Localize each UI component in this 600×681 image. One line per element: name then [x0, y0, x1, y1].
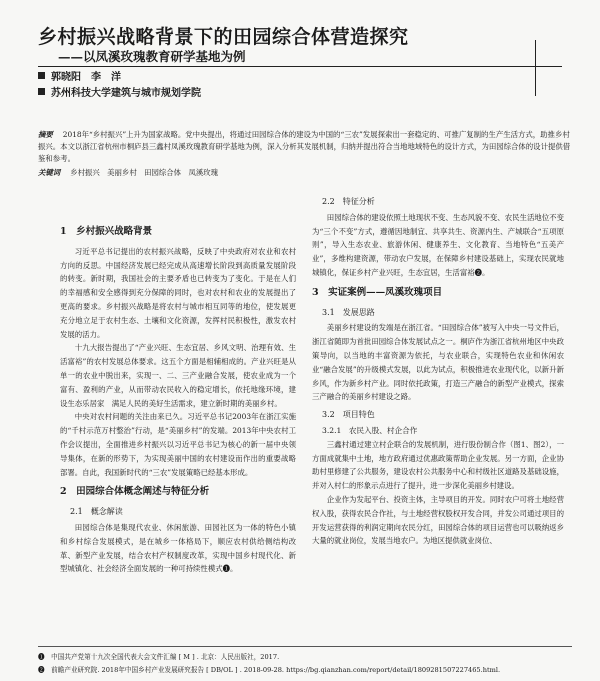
section-1-heading: 1 乡村振兴战略背景 — [60, 226, 153, 237]
footnote-2: ❷ 前瞻产业研究院. 2018年中国乡村产业发展研究报告 [ DB/OL ] . 2018-09-28. https://bg.qianzhan.com/report/detail/1809281507227465.html. — [38, 666, 501, 674]
abstract — [38, 129, 572, 165]
crosshair-horizontal — [510, 66, 562, 67]
affiliation-line — [38, 84, 201, 99]
section-3-1-paragraph: 美丽乡村建设的发端是在浙江省。“田园综合体”被写入中央一号文件后，浙江省随即为首批田园综合体发展试点之一。桐庐作为浙江省杭州地区中央政策导向，以当地的丰富资源为依托，与农业联合，实现特色农业和休闲农业“融合发展”的升级模式发展，以此为试点，积极推进农业现代化，以新升新乡风，作为新乡村产业。同时依托政策，打造三产融合的新型产业模式，探索三产融合的美丽乡村建设之路。 — [312, 323, 564, 402]
keywords-text: 乡村振兴 美丽乡村 田园综合体 凤溪玫瑰 — [70, 168, 219, 177]
crosshair-vertical — [535, 40, 536, 96]
section-2-2-heading: 2.2 特征分析 — [322, 197, 375, 206]
section-2-1-heading: 2.1 概念解读 — [70, 507, 123, 517]
section-1-paragraph: 习近平总书记提出的农村振兴战略，反映了中央政府对农业和农村方向的反思。中国经济发展已经完成从高速增长阶段到高质量发展阶段的转变。新时期，我国社会的主要矛盾也已转变为了变化。于是在人们的幸福感和安全感得到充分保障的同时，也对农村和农业的发展提出了更高的要求。乡村振兴战略是将农村与城市相互同等的地位，使发展更充分地立足于农村生态、土壤和文化资源，发挥村民积极性，激发农村发展的活力。 — [60, 246, 296, 339]
right-column — [312, 191, 564, 548]
section-3-2-heading: 3.2 项目特色 — [322, 410, 375, 420]
section-3-2-1-paragraph: 三鑫村通过建立村企联合的发展机制，进行股份制合作（图1、图2），一方面成就集中土地，地方政府通过优惠政策帮助企业发展。另一方面，企业协助村里修建了公共服务，建设农村公共服务中心和村级社区道路及基础设施，并对入村仁的形象示点进行了提升，进一步深化美丽乡村建设。 — [312, 439, 564, 491]
section-1-paragraph: 十九大报告提出了“产业兴旺、生态宜居、乡风文明、治理有效、生活富裕”的农村发展总体要求。这五个方面是相辅相成的。产业兴旺是从单一的农业中脱出来，实现一、二、三产业融合发展，使农业成为一个富有、盈利的产业，从而带动农民收入的稳定增长，依托地缘环境，建设生态乐居家 满足人民的美好生活需求，建立新时期的美丽乡村。 — [60, 343, 296, 408]
abstract-label: 摘要 — [38, 130, 53, 139]
bullet-square-icon — [38, 88, 45, 95]
bullet-square-icon — [38, 72, 45, 79]
paper-title: 乡村振兴战略背景下的田园综合体营造探究 — [38, 26, 409, 48]
footnote-divider — [38, 646, 572, 647]
section-3-heading: 3 实证案例——凤溪玫瑰项目 — [312, 286, 443, 298]
section-2-1-paragraph: 田园综合体是集现代农业、休闲旅游、田园社区为一体的特色小镇和乡村综合发展模式，是在城乡一体格局下，顺应农村供给侧结构改革、新型产业发展，结合农村产权制度改革，实现中国乡村现代化、新型城镇化、社会经济全面发展的一种可持续性模式❶。 — [60, 522, 296, 574]
section-3-1-heading: 3.1 发展思路 — [322, 307, 375, 317]
section-3-2-1-heading: 3.2.1 农民入股、村企合作 — [322, 425, 418, 435]
section-3-2-1-paragraph: 企业作为发起平台、投资主体，主导项目的开发。同时农户可将土地经营权入股，获得农民合作社，与土地经营权股权开发合同，并发公司通过项目的开发运营获得的利润定期向农民分红，田园综合体的项目运营也可以吸纳返乡大量的就业岗位，发展当地农户。为地区提供就业岗位、 — [312, 494, 564, 546]
keywords-label: 关键词 — [38, 168, 61, 177]
paper-subtitle: ——以凤溪玫瑰教育研学基地为例 — [58, 49, 246, 64]
abstract-text: 2018年“乡村振兴”上升为国家战略。党中央提出，将通过田园综合体的建设为中国的“三农”发展探索出一套稳定的、可推广复制的生产生活方式，助推乡村振兴。本文以浙江省杭州市桐庐县三鑫村凤溪玫瑰教育研学基地为例，深入分析其发展机制，归纳并提出符合当地地域特色的设计方式，为田园综合体的设计提供借鉴和参考。 — [38, 130, 571, 163]
authors: 郭晓阳 李 洋 — [51, 72, 121, 83]
left-column — [60, 219, 296, 576]
keywords — [38, 167, 218, 178]
section-2-heading: 2 田园综合体概念阐述与特征分析 — [60, 486, 210, 498]
footnote-1: ❶ 中国共产党第十九次全国代表大会文件汇编 [ M ] . 北京：人民出版社，2017. — [38, 653, 280, 661]
section-1-paragraph: 中央对农村问题的关注由来已久。习近平总书记2003年在浙江实施的“千村示范万村整治”行动，是“美丽乡村”的发端。2013年中央农村工作会议提出，全面推进乡村振兴以习近平总书记为核心的新一届中央领导集体，在新的形势下，为实现美丽中国的农村建设而作出的重要战略部署。自此，我国新时代的“三农”发展策略已经基本形成。 — [60, 412, 296, 477]
title-rule — [38, 66, 536, 67]
affiliation: 苏州科技大学建筑与城市规划学院 — [51, 88, 201, 99]
section-2-2-paragraph: 田园综合体的建设依照土地现状不变、生态风貌不变、农民生活地位不变为“三个不变”方式，遵循因地制宜、共享共生、资源内生、产城联合“五项原则”，导入生态农业、旅游休闲、健康养生、文化教育、当地特色“五美产业”，多维构建资源，带动农户发展，在保障乡村建设基础上，实现农民就地城镇化，保证乡村产业兴旺，生态宜居，生活富裕❷。 — [312, 212, 564, 277]
author-line — [38, 68, 121, 83]
